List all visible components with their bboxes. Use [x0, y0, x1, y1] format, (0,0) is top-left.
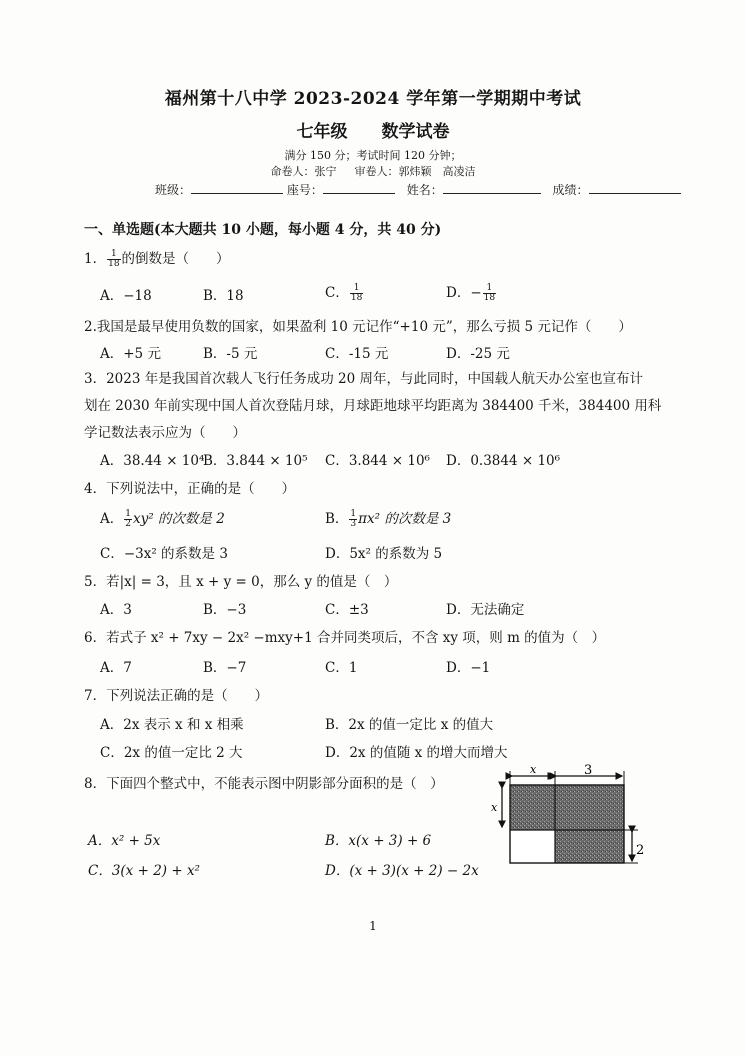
question-1-stem: 1． $\frac{1}{18}$ 的倒数是（ ）	[84, 249, 230, 269]
q5-option-c: C．±3	[325, 602, 369, 618]
result-field[interactable]	[589, 181, 681, 194]
question-3-line-1: 3．2023 年是我国首次载人飞行任务成功 20 周年，与此同时，中国载人航天办公室也宣布计	[84, 371, 643, 387]
q5-option-a: A．3	[100, 602, 132, 618]
label-3: 3	[584, 763, 593, 778]
q3-option-d: D．0.3844 × 10⁶	[446, 453, 561, 469]
q8-option-d: D．(x + 3)(x + 2) − 2x	[325, 863, 479, 879]
section-heading: 一、单选题(本大题共 10 小题，每小题 4 分，共 40 分)	[84, 222, 442, 238]
q5-option-b: B．−3	[203, 602, 247, 618]
result-label: 成绩：	[552, 183, 589, 197]
q6-option-a: A．7	[100, 660, 132, 676]
label-x-top: x	[530, 763, 537, 776]
area-diagram	[490, 763, 650, 878]
q1-option-d: D．− $\frac{1}{18}$	[446, 283, 496, 303]
q4-option-c: C．−3x² 的系数是 3	[100, 546, 228, 562]
q3-option-b: B．3.844 × 10⁵	[203, 453, 308, 469]
score-time-info: 满分 150 分；考试时间 120 分钟；	[284, 149, 462, 162]
question-2-stem: 2.我国是最早使用负数的国家，如果盈利 10 元记作“+10 元”，那么亏损 5 元记作（ ）	[84, 319, 632, 335]
q7-option-a: A．2x 表示 x 和 x 相乘	[100, 717, 244, 733]
student-info-row	[155, 181, 681, 198]
q2-option-b: B．-5 元	[203, 346, 258, 362]
q7-option-c: C．2x 的值一定比 2 大	[100, 745, 243, 761]
q7-option-b: B．2x 的值一定比 x 的值大	[325, 717, 494, 733]
subject-label: 数学试卷	[381, 122, 450, 142]
q2-option-c: C．-15 元	[325, 346, 389, 362]
class-field[interactable]	[191, 181, 283, 194]
question-3-line-2: 划在 2030 年前实现中国人首次登陆月球，月球距地球平均距离为 384400 千米，384400 用科	[84, 398, 662, 414]
exam-subtitle	[0, 117, 746, 142]
q5-option-d: D．无法确定	[446, 602, 525, 618]
exam-title: 福州第十八中学 2023-2024 学年第一学期期中考试	[164, 89, 582, 109]
white-rect-x-by-2	[510, 830, 555, 863]
shaded-square-x-by-x	[510, 785, 555, 830]
q7-option-d: D．2x 的值随 x 的增大而增大	[325, 745, 508, 761]
question-6-stem: 6．若式子 x² + 7xy − 2x² −mxy+1 合并同类项后，不含 xy 项，则 m 的值为（ ）	[84, 630, 606, 646]
class-label: 班级：	[155, 183, 192, 197]
grade-label: 七年级	[296, 122, 348, 142]
authors-info	[0, 163, 746, 179]
q1-option-c: C． $\frac{1}{18}$	[325, 283, 363, 303]
question-4-stem: 4．下列说法中，正确的是（ ）	[84, 481, 296, 497]
setter-label: 命卷人：张宁	[270, 165, 337, 178]
q6-option-c: C．1	[325, 660, 358, 676]
q6-option-d: D．−1	[446, 660, 491, 676]
q4-option-d: D．5x² 的系数为 5	[325, 546, 443, 562]
name-label: 姓名：	[406, 183, 443, 197]
q4-option-a: A． $\frac{1}{2}$ xy² 的次数是 2	[100, 509, 225, 529]
page-number: 1	[369, 919, 377, 933]
q8-option-b: B．x(x + 3) + 6	[325, 833, 432, 849]
name-field[interactable]	[443, 181, 541, 194]
fraction-1-18: $\frac{1}{18}$	[108, 249, 120, 269]
question-5-stem: 5．若|x| = 3，且 x + y = 0，那么 y 的值是（ ）	[84, 574, 398, 590]
q2-option-d: D．-25 元	[446, 346, 510, 362]
q8-option-a: A．x² + 5x	[88, 833, 161, 849]
q1-option-b: B．18	[203, 288, 244, 304]
q6-option-b: B．−7	[203, 660, 247, 676]
q3-option-a: A．38.44 × 10⁴	[100, 453, 205, 469]
question-8-stem: 8．下面四个整式中，不能表示图中阴影部分面积的是（ ）	[84, 776, 444, 792]
question-7-stem: 7．下列说法正确的是（ ）	[84, 688, 269, 704]
seat-field[interactable]	[323, 181, 395, 194]
shaded-rect-3-by-x-plus-2	[555, 785, 624, 863]
seat-label: 座号：	[286, 183, 323, 197]
q1-option-a: A．−18	[100, 288, 152, 304]
q2-option-a: A．+5 元	[100, 346, 161, 362]
question-3-line-3: 学记数法表示应为（ ）	[84, 425, 246, 441]
label-x-left: x	[491, 801, 498, 814]
reviewer-label: 审卷人：郭炜颖 高凌洁	[354, 165, 476, 178]
label-2: 2	[636, 843, 645, 858]
q8-option-c: C．3(x + 2) + x²	[88, 863, 200, 879]
q4-option-b: B． $\frac{1}{3}$ πx² 的次数是 3	[325, 509, 452, 529]
q3-option-c: C．3.844 × 10⁶	[325, 453, 430, 469]
